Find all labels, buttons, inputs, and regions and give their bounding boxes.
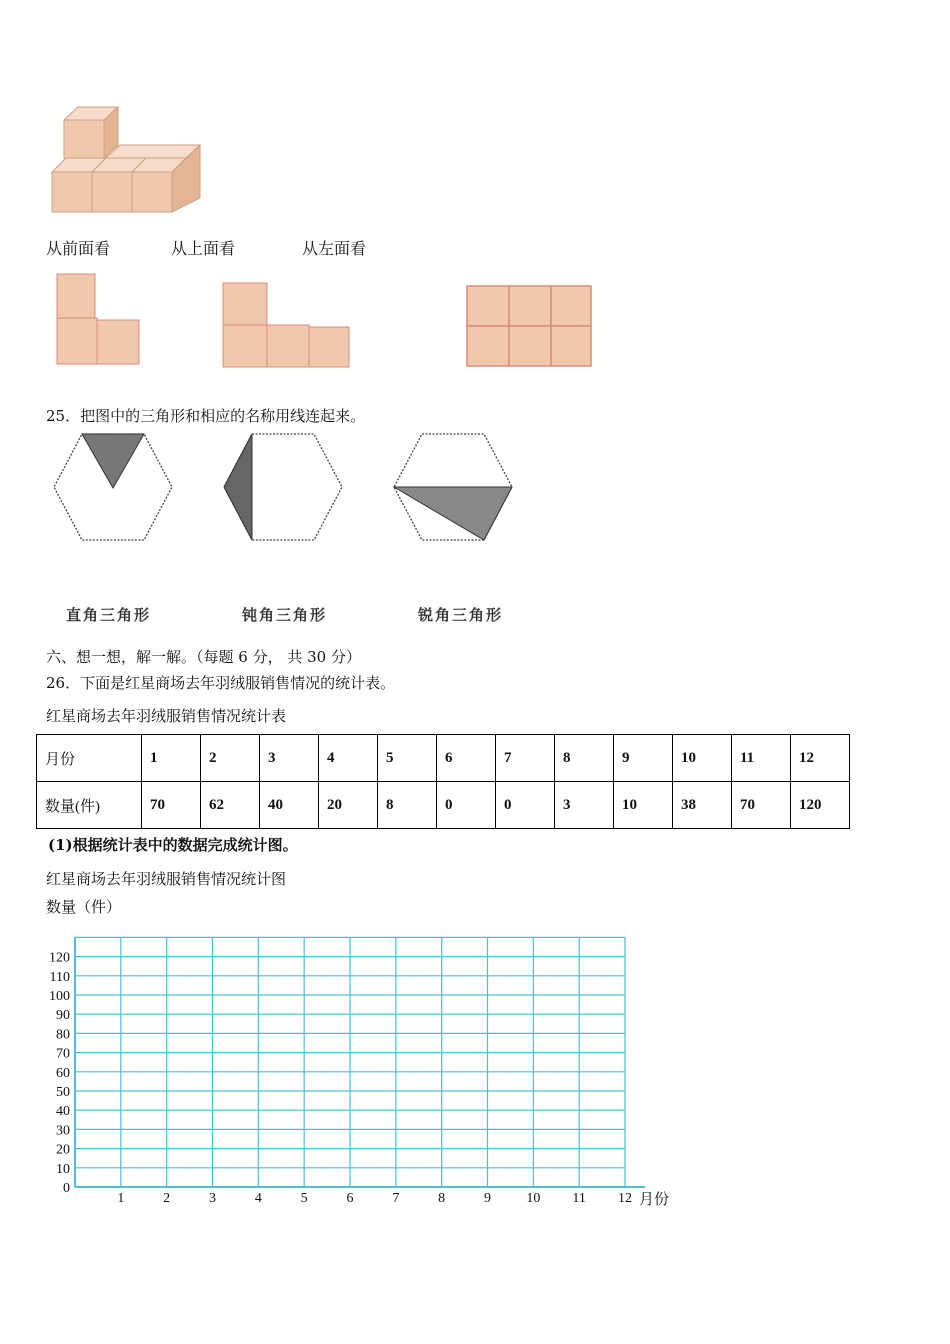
x-axis-ticks xyxy=(117,1191,632,1206)
cube-figure xyxy=(48,100,208,218)
month-cell: 5 xyxy=(378,735,437,782)
month-cell: 11 xyxy=(732,735,791,782)
quantity-cell: 20 xyxy=(319,782,378,829)
x-tick-label: 9 xyxy=(484,1191,491,1206)
x-tick-label: 10 xyxy=(526,1191,541,1206)
y-tick-label: 0 xyxy=(63,1181,70,1196)
table-row-quantities xyxy=(37,782,850,829)
x-tick-label: 5 xyxy=(300,1191,308,1206)
view-left xyxy=(465,284,595,370)
x-tick-label: 4 xyxy=(254,1191,262,1206)
quantity-cell: 62 xyxy=(201,782,260,829)
hexagon-acute-triangle xyxy=(390,432,516,544)
x-tick-label: 11 xyxy=(572,1191,586,1206)
quantity-cell: 3 xyxy=(555,782,614,829)
y-tick-label: 110 xyxy=(49,969,70,985)
grid-lines xyxy=(75,937,645,1187)
quantity-cell: 38 xyxy=(673,782,732,829)
quantity-cell: 70 xyxy=(732,782,791,829)
view-top xyxy=(221,281,353,369)
y-tick-label: 40 xyxy=(56,1104,70,1120)
y-tick-label: 50 xyxy=(56,1085,70,1100)
x-tick-label: 7 xyxy=(392,1191,400,1206)
x-tick-label: 12 xyxy=(618,1191,632,1206)
x-tick-label: 6 xyxy=(346,1191,354,1206)
quantity-cell: 40 xyxy=(260,782,319,829)
quantity-cell: 10 xyxy=(614,782,673,829)
chart-grid xyxy=(30,930,690,1220)
x-tick-label: 3 xyxy=(209,1191,216,1206)
row-header-month: 月份 xyxy=(37,735,142,782)
month-cell: 8 xyxy=(555,735,614,782)
label-right-triangle: 直角三角形 xyxy=(66,606,152,624)
label-acute-triangle: 锐角三角形 xyxy=(418,606,504,624)
month-cell: 10 xyxy=(673,735,732,782)
quantity-cell: 120 xyxy=(791,782,850,829)
view-front xyxy=(55,272,145,368)
y-tick-label: 20 xyxy=(56,1142,70,1158)
month-cell: 9 xyxy=(614,735,673,782)
x-tick-label: 8 xyxy=(438,1191,446,1206)
month-cell: 2 xyxy=(201,735,260,782)
y-tick-label: 90 xyxy=(56,1008,70,1024)
month-cell: 6 xyxy=(437,735,496,782)
sub-question-1: (1)根据统计表中的数据完成统计图。 xyxy=(48,836,298,854)
section-6-title: 六、想一想，解一解。（每题 6 分， 共 30 分） xyxy=(46,648,361,666)
top-view-label: 从上面看 xyxy=(171,239,236,258)
month-cell: 4 xyxy=(319,735,378,782)
stats-table xyxy=(36,734,850,829)
quantity-cell: 70 xyxy=(142,782,201,829)
left-view-label: 从左面看 xyxy=(302,239,367,258)
hexagon-obtuse-triangle xyxy=(220,432,346,544)
y-tick-label: 70 xyxy=(56,1046,70,1062)
table-title: 红星商场去年羽绒服销售情况统计表 xyxy=(46,707,287,725)
chart-y-axis-label: 数量（件） xyxy=(46,898,122,916)
row-header-quantity: 数量(件) xyxy=(37,782,142,829)
month-cell: 1 xyxy=(142,735,201,782)
y-axis-ticks xyxy=(49,951,70,1196)
month-cell: 3 xyxy=(260,735,319,782)
month-cell: 12 xyxy=(791,735,850,782)
x-tick-label: 2 xyxy=(163,1191,171,1206)
chart-x-axis-label: 月份 xyxy=(639,1190,670,1208)
hexagon-right-triangle xyxy=(50,432,176,544)
y-tick-label: 80 xyxy=(56,1027,70,1043)
y-tick-label: 60 xyxy=(56,1065,70,1081)
y-tick-label: 100 xyxy=(49,989,70,1004)
quantity-cell: 0 xyxy=(496,782,555,829)
y-tick-label: 30 xyxy=(56,1123,70,1139)
x-tick-label: 1 xyxy=(117,1191,125,1206)
chart-title: 红星商场去年羽绒服销售情况统计图 xyxy=(46,870,287,888)
question-26: 26．下面是红星商场去年羽绒服销售情况的统计表。 xyxy=(46,674,396,692)
quantity-cell: 0 xyxy=(437,782,496,829)
quantity-cell: 8 xyxy=(378,782,437,829)
label-obtuse-triangle: 钝角三角形 xyxy=(242,606,328,624)
y-tick-label: 10 xyxy=(56,1161,70,1177)
table-row-months xyxy=(37,735,850,782)
question-25: 25．把图中的三角形和相应的名称用线连起来。 xyxy=(46,407,366,425)
y-tick-label: 120 xyxy=(49,950,70,966)
month-cell: 7 xyxy=(496,735,555,782)
front-view-label: 从前面看 xyxy=(46,239,111,258)
